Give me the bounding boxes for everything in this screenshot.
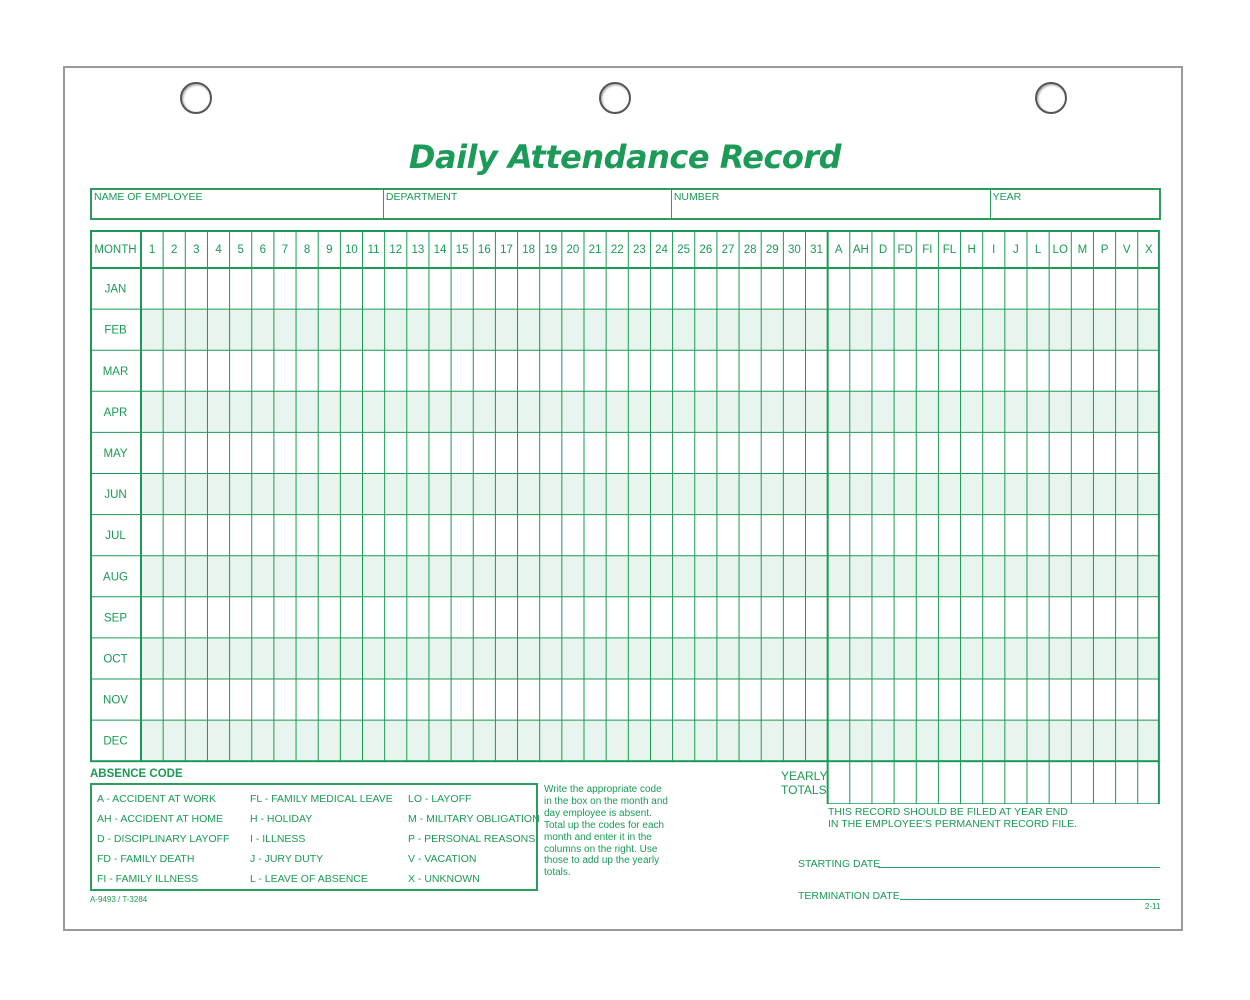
day-header: 27 [721, 244, 735, 256]
absence-code-item: L - LEAVE OF ABSENCE [250, 873, 368, 885]
day-header: 17 [500, 244, 513, 256]
day-header: 14 [433, 244, 447, 256]
department-label: DEPARTMENT [385, 191, 458, 203]
day-header: 28 [743, 244, 757, 256]
day-header: 30 [788, 244, 801, 256]
absence-code-item: M - MILITARY OBLIGATION [408, 813, 540, 825]
day-header: 10 [345, 244, 358, 256]
day-header: 25 [677, 244, 691, 256]
absence-code-item: FD - FAMILY DEATH [97, 853, 195, 865]
employee-name-field[interactable] [92, 190, 384, 218]
filing-notice-line: IN THE EMPLOYEE'S PERMANENT RECORD FILE. [828, 818, 1078, 830]
day-header: 21 [588, 244, 602, 256]
day-header: 4 [215, 244, 222, 256]
attendance-grid [90, 230, 1162, 809]
absence-code-item: P - PERSONAL REASONS [408, 833, 536, 845]
termination-date-field[interactable] [798, 890, 900, 902]
day-header: 12 [389, 244, 403, 256]
day-header: 23 [632, 244, 646, 256]
day-header: 19 [544, 244, 558, 256]
day-header: 24 [655, 244, 668, 256]
absence-code-legend [90, 783, 538, 891]
absence-code-item: D - DISCIPLINARY LAYOFF [97, 833, 230, 845]
month-label: JUL [105, 530, 126, 543]
employee-info-row [90, 188, 1161, 220]
code-header: LO [1052, 244, 1068, 256]
punch-hole-left [180, 82, 212, 114]
absence-code-item: V - VACATION [408, 853, 477, 865]
yearly-totals-line: TOTALS [781, 783, 827, 797]
revision-code: 2-11 [1145, 902, 1161, 911]
year-label: YEAR [992, 191, 1022, 203]
month-label: SEP [103, 612, 128, 625]
yearly-totals-line: YEARLY [781, 769, 828, 783]
code-header: V [1122, 244, 1131, 256]
month-label: DEC [103, 735, 128, 748]
number-field[interactable] [672, 190, 991, 218]
day-header: 9 [326, 244, 333, 256]
month-label: NOV [103, 694, 128, 707]
day-header: 11 [367, 244, 380, 256]
month-label: FEB [104, 324, 127, 337]
day-header: 29 [765, 244, 779, 256]
absence-code-item: A - ACCIDENT AT WORK [97, 793, 217, 805]
day-header: 31 [810, 244, 823, 256]
day-header: 7 [281, 244, 289, 256]
day-header: 22 [610, 244, 624, 256]
day-header: 26 [699, 244, 713, 256]
starting-date-line [878, 867, 1160, 868]
day-header: 2 [171, 244, 178, 256]
absence-code-item: LO - LAYOFF [408, 793, 472, 805]
absence-code-item: J - JURY DUTY [250, 853, 324, 865]
day-header: 18 [522, 244, 536, 256]
month-label: JUN [104, 489, 127, 502]
code-header: I [992, 244, 996, 256]
form-number: A-9493 / T-3284 [90, 895, 148, 904]
day-header: 13 [411, 244, 425, 256]
code-header: AH [852, 244, 869, 256]
day-header: 6 [259, 244, 267, 256]
code-header: J [1013, 244, 1019, 256]
absence-code-title: ABSENCE CODE [90, 768, 183, 780]
code-header: FD [897, 244, 913, 256]
form-title: Daily Attendance Record [408, 138, 842, 176]
yearly-totals-label [781, 769, 827, 797]
absence-code-item: I - ILLNESS [250, 833, 306, 845]
day-header: 16 [477, 244, 491, 256]
filing-notice [828, 806, 1077, 830]
absence-code-item: X - UNKNOWN [408, 873, 480, 885]
absence-code-item: H - HOLIDAY [250, 813, 313, 825]
punch-hole-right [1035, 82, 1067, 114]
code-header: X [1144, 244, 1153, 256]
starting-date-field[interactable] [798, 858, 880, 870]
absence-code-item: AH - ACCIDENT AT HOME [97, 813, 224, 825]
day-header: 1 [148, 244, 156, 256]
code-header: FL [942, 244, 957, 256]
year-field[interactable] [991, 190, 1159, 218]
day-header: 3 [193, 244, 200, 256]
code-header: P [1100, 244, 1109, 256]
filing-notice-line: THIS RECORD SHOULD BE FILED AT YEAR END [828, 806, 1068, 818]
department-field[interactable] [384, 190, 672, 218]
code-header: D [878, 244, 888, 256]
code-header: L [1034, 244, 1042, 256]
month-label: OCT [103, 653, 128, 666]
month-label: AUG [103, 571, 128, 584]
instructions-text: Write the appropriate code in the box on the month and day employee is absent. Total up the codes for each month and enter it in the columns on the right. Use those to add up the yearly totals. [544, 784, 668, 879]
day-header: 5 [237, 244, 244, 256]
absence-code-item: FI - FAMILY ILLNESS [97, 873, 199, 885]
month-label: MAR [102, 365, 129, 378]
month-header: MONTH [94, 244, 137, 256]
month-label: MAY [103, 447, 128, 460]
number-label: NUMBER [673, 191, 720, 203]
employee-name-label: NAME OF EMPLOYEE [94, 191, 203, 203]
code-header: A [834, 244, 843, 256]
code-header: H [967, 244, 976, 256]
day-header: 15 [455, 244, 469, 256]
termination-date-line [900, 899, 1160, 900]
starting-date-label: STARTING DATE [798, 858, 881, 870]
month-label: APR [103, 406, 128, 419]
absence-code-item: FL - FAMILY MEDICAL LEAVE [250, 793, 393, 805]
month-label: JAN [104, 283, 127, 296]
day-header: 20 [566, 244, 580, 256]
code-header: FI [922, 244, 933, 256]
day-header: 8 [303, 244, 311, 256]
punch-hole-center [599, 82, 631, 114]
attendance-grid-svg [90, 230, 1162, 804]
code-header: M [1077, 244, 1088, 256]
termination-date-label: TERMINATION DATE [798, 890, 900, 902]
